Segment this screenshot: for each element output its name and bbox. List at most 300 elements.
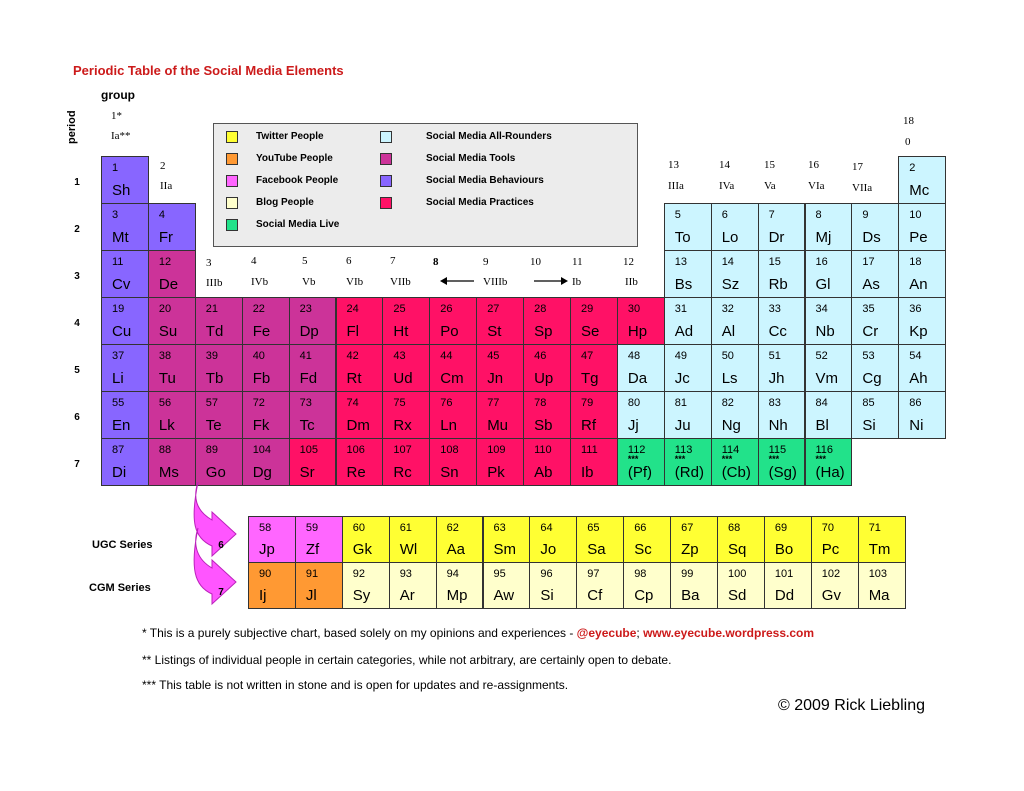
element-symbol: Mu (487, 417, 509, 434)
element-symbol: Ij (259, 587, 267, 604)
element-symbol: Ad (674, 323, 694, 340)
element-cell (758, 344, 806, 392)
legend-label: YouTube People (256, 153, 333, 164)
element-number: 21 (205, 303, 219, 315)
element-number: 73 (299, 397, 312, 409)
element-symbol: Jc (674, 370, 690, 387)
element-symbol: Fb (252, 370, 271, 387)
element-cell (570, 344, 618, 392)
element-cell (342, 516, 390, 563)
period-number: 5 (74, 365, 80, 376)
element-cell (148, 203, 196, 251)
element-cell (851, 391, 899, 439)
element-number: 75 (393, 397, 406, 409)
element-cell (851, 250, 899, 298)
element-cell (623, 562, 671, 609)
element-number: 39 (205, 350, 219, 362)
series-period-number: 7 (218, 587, 224, 598)
element-symbol: Dm (346, 417, 370, 434)
element-symbol: Ju (674, 417, 691, 434)
element-symbol: Zf (305, 541, 320, 558)
element-number: 69 (774, 522, 788, 534)
element-cell (342, 562, 390, 609)
group-header: 11 (572, 256, 583, 268)
period-number: 6 (74, 412, 80, 423)
element-cell (148, 391, 196, 439)
group-header: 8 (433, 256, 439, 268)
group-viii-arrow (438, 274, 570, 288)
element-symbol: Mj (815, 229, 832, 246)
element-cell (382, 297, 430, 345)
element-symbol: Sy (352, 587, 371, 604)
element-number: 45 (487, 350, 500, 362)
element-cell (101, 297, 149, 345)
element-symbol: Hp (627, 323, 648, 340)
element-number: 71 (868, 522, 881, 534)
element-cell (483, 516, 531, 563)
element-cell (717, 562, 765, 609)
element-number: 11 (112, 256, 124, 268)
element-symbol: Dr (768, 229, 785, 246)
element-cell (664, 203, 712, 251)
legend-swatch (226, 153, 238, 165)
element-symbol: Mp (446, 587, 468, 604)
element-number: 86 (909, 397, 922, 409)
element-symbol: Ib (581, 464, 594, 481)
element-number: 62 (446, 522, 459, 534)
element-number: 85 (862, 397, 875, 409)
element-symbol: Bl (815, 417, 829, 434)
element-number: 24 (346, 303, 359, 315)
element-cell (242, 344, 290, 392)
element-number: 93 (399, 568, 412, 580)
element-number: 14 (721, 256, 734, 268)
group-header: Vb (302, 276, 316, 288)
element-number: 43 (393, 350, 406, 362)
element-number: 48 (627, 350, 641, 362)
group-header: 1* (111, 110, 122, 122)
element-number: 111 (581, 444, 598, 456)
element-cell (429, 344, 477, 392)
group-header: IVa (719, 180, 735, 192)
element-cell (101, 250, 149, 298)
element-number: 56 (158, 397, 172, 409)
element-number: 64 (540, 522, 553, 534)
element-cell (429, 391, 477, 439)
element-number: 55 (112, 397, 125, 409)
element-number: 112 (627, 444, 646, 456)
element-cell (148, 344, 196, 392)
element-symbol: Di (112, 464, 127, 481)
element-cell (476, 391, 524, 439)
element-symbol: To (674, 229, 691, 246)
element-cell (476, 297, 524, 345)
element-symbol: Vm (815, 370, 838, 387)
element-number: 42 (346, 350, 359, 362)
element-symbol: Cf (587, 587, 603, 604)
group-header: Ib (572, 276, 582, 288)
element-symbol: Al (721, 323, 736, 340)
element-number: 82 (721, 397, 734, 409)
element-cell (148, 250, 196, 298)
group-header: VIIb (390, 276, 411, 288)
element-symbol: Ab (534, 464, 553, 481)
element-number: 90 (259, 568, 272, 580)
element-number: 94 (446, 568, 459, 580)
element-cell (811, 562, 859, 609)
element-number: 89 (205, 444, 219, 456)
element-number: 74 (346, 397, 359, 409)
element-number: 99 (681, 568, 694, 580)
element-symbol: Jn (487, 370, 504, 387)
element-symbol: Cp (634, 587, 654, 604)
element-number: 9 (862, 209, 869, 221)
element-number: 32 (721, 303, 734, 315)
element-number: 30 (627, 303, 641, 315)
group-axis-label: group (101, 88, 135, 102)
element-number: 29 (581, 303, 594, 315)
element-cell (195, 438, 243, 486)
element-symbol: Go (205, 464, 226, 481)
element-number: 52 (815, 350, 828, 362)
element-symbol: Sz (721, 276, 740, 293)
element-symbol: Si (862, 417, 876, 434)
group-header: IIb (625, 276, 638, 288)
element-number: 114 (721, 444, 740, 456)
element-number: 77 (487, 397, 500, 409)
element-cell (101, 438, 149, 486)
group-header: 15 (764, 159, 775, 171)
element-symbol: Cv (112, 276, 131, 293)
element-symbol: Jl (305, 587, 317, 604)
element-number: 97 (587, 568, 600, 580)
footnote-1-text: * This is a purely subjective chart, based solely on my opinions and experiences - (142, 626, 577, 640)
element-number: 46 (534, 350, 547, 362)
element-cell (295, 562, 343, 609)
element-number: 61 (399, 522, 412, 534)
element-cell (195, 391, 243, 439)
element-cell (576, 516, 624, 563)
group-header: 16 (808, 159, 819, 171)
element-number: 65 (587, 522, 600, 534)
element-symbol: Mc (909, 182, 930, 199)
element-number: 80 (627, 397, 641, 409)
element-symbol: Rc (393, 464, 412, 481)
legend-label: Social Media All-Rounders (426, 131, 552, 142)
element-number: 116 (815, 444, 834, 456)
element-symbol: St (487, 323, 502, 340)
element-symbol: Tc (299, 417, 315, 434)
element-cell (851, 203, 899, 251)
element-cell (805, 203, 853, 251)
element-number: 15 (768, 256, 781, 268)
element-cell (858, 562, 906, 609)
element-number: 84 (815, 397, 828, 409)
element-number: 57 (205, 397, 219, 409)
element-number: 10 (909, 209, 922, 221)
group-header: IVb (251, 276, 269, 288)
element-cell (436, 516, 484, 563)
element-cell (195, 344, 243, 392)
element-cell (898, 250, 946, 298)
element-number: 44 (440, 350, 453, 362)
element-cell (523, 391, 571, 439)
group-header: IIIb (206, 277, 223, 289)
element-number: 88 (158, 444, 172, 456)
element-cell (764, 516, 812, 563)
element-cell (664, 250, 712, 298)
element-symbol: Pk (487, 464, 505, 481)
element-note-marker: *** (815, 454, 827, 464)
element-symbol: Bo (774, 541, 794, 558)
element-cell (764, 562, 812, 609)
element-cell (898, 297, 946, 345)
legend-swatch (226, 219, 238, 231)
element-cell (664, 391, 712, 439)
element-number: 70 (821, 522, 835, 534)
element-number: 53 (862, 350, 875, 362)
group-header: VIIa (852, 182, 873, 194)
element-symbol: Gv (821, 587, 841, 604)
element-number: 23 (299, 303, 312, 315)
element-number: 40 (252, 350, 265, 362)
element-cell (898, 203, 946, 251)
element-symbol: Ln (440, 417, 457, 434)
element-cell (523, 438, 571, 486)
element-cell (711, 203, 759, 251)
element-cell (898, 391, 946, 439)
element-cell (382, 344, 430, 392)
element-cell (617, 391, 665, 439)
element-symbol: Sr (299, 464, 315, 481)
legend-label: Social Media Practices (426, 197, 534, 208)
element-symbol: Ud (393, 370, 413, 387)
group-header: VIIIb (483, 276, 508, 288)
legend-swatch (380, 153, 392, 165)
element-cell (805, 391, 853, 439)
element-note-marker: *** (627, 454, 639, 464)
page-title: Periodic Table of the Social Media Elements (73, 63, 344, 78)
period-number: 7 (74, 459, 80, 470)
group-header: 14 (719, 159, 730, 171)
period-number: 3 (74, 271, 80, 282)
footnote-3: *** This table is not written in stone and is open for updates and re-assignments. (142, 678, 569, 692)
element-symbol: Sp (534, 323, 553, 340)
element-symbol: Aa (446, 541, 465, 558)
element-symbol: Sd (728, 587, 747, 604)
element-symbol: Gl (815, 276, 831, 293)
element-symbol: Ht (393, 323, 409, 340)
element-number: 37 (112, 350, 125, 362)
group-header: Va (764, 180, 776, 192)
element-number: 22 (252, 303, 265, 315)
element-symbol: Ds (862, 229, 881, 246)
element-cell (617, 438, 665, 486)
legend-label: Facebook People (256, 175, 339, 186)
element-symbol: (Pf) (627, 464, 653, 481)
element-cell (617, 297, 665, 345)
element-cell (523, 297, 571, 345)
element-number: 27 (487, 303, 500, 315)
element-number: 101 (774, 568, 794, 580)
element-symbol: De (158, 276, 179, 293)
footnote-url-link[interactable]: www.eyecube.wordpress.com (643, 626, 815, 640)
element-number: 79 (581, 397, 594, 409)
element-symbol: Gk (352, 541, 372, 558)
element-cell (851, 297, 899, 345)
group-header: IIa (160, 180, 173, 192)
element-number: 98 (634, 568, 647, 580)
element-symbol: Zp (681, 541, 699, 558)
element-number: 8 (815, 209, 822, 221)
legend-label: Twitter People (256, 131, 324, 142)
element-number: 110 (534, 444, 552, 456)
element-cell (289, 297, 337, 345)
copyright: © 2009 Rick Liebling (778, 697, 925, 714)
element-symbol: Cu (112, 323, 132, 340)
element-cell (811, 516, 859, 563)
element-number: 2 (909, 162, 916, 174)
element-cell (523, 344, 571, 392)
legend-label: Social Media Behaviours (426, 175, 544, 186)
element-number: 58 (259, 522, 272, 534)
group-header: 4 (251, 255, 257, 267)
element-cell (758, 438, 806, 486)
footnote-separator: ; (636, 626, 644, 640)
element-number: 5 (674, 209, 681, 221)
element-number: 66 (634, 522, 647, 534)
element-cell (529, 562, 577, 609)
element-cell (336, 297, 384, 345)
element-number: 100 (728, 568, 747, 580)
group-header: VIa (808, 180, 825, 192)
element-number: 4 (158, 209, 166, 221)
legend-label: Blog People (256, 197, 314, 208)
element-symbol: Jp (259, 541, 275, 558)
element-cell (570, 391, 618, 439)
element-number: 34 (815, 303, 828, 315)
element-symbol: Tg (581, 370, 599, 387)
element-cell (483, 562, 531, 609)
element-symbol: An (909, 276, 928, 293)
element-number: 109 (487, 444, 506, 456)
element-number: 91 (305, 568, 319, 580)
element-number: 103 (868, 568, 888, 580)
element-symbol: Sh (112, 182, 131, 199)
element-symbol: Tu (158, 370, 176, 387)
element-note-marker: *** (674, 454, 686, 464)
element-symbol: Ar (399, 587, 415, 604)
element-symbol: Ah (909, 370, 928, 387)
element-symbol: Ng (721, 417, 741, 434)
cgm-series-label: CGM Series (89, 582, 151, 594)
element-number: 83 (768, 397, 781, 409)
element-number: 50 (721, 350, 734, 362)
footnote-2: ** Listings of individual people in certain categories, while not arbitrary, are certainly open to debate. (142, 653, 672, 667)
group-header: 18 (903, 115, 914, 127)
element-cell (429, 297, 477, 345)
element-symbol: Rx (393, 417, 412, 434)
element-number: 7 (768, 209, 775, 221)
period-axis-label: period (66, 110, 78, 144)
element-cell (805, 344, 853, 392)
element-symbol: Sb (534, 417, 553, 434)
element-number: 92 (352, 568, 366, 580)
element-cell (336, 344, 384, 392)
element-symbol: Fe (252, 323, 271, 340)
element-number: 95 (493, 568, 506, 580)
group-header: 3 (206, 257, 212, 269)
series-period-number: 6 (218, 540, 224, 551)
element-cell (101, 203, 149, 251)
element-cell (529, 516, 577, 563)
element-cell (248, 562, 296, 609)
element-note-marker: *** (721, 454, 733, 464)
element-symbol: Bs (674, 276, 693, 293)
element-cell (476, 344, 524, 392)
element-symbol: Sq (728, 541, 747, 558)
element-cell (711, 250, 759, 298)
element-cell (664, 297, 712, 345)
element-cell (389, 516, 437, 563)
element-cell (242, 391, 290, 439)
element-cell (429, 438, 477, 486)
element-symbol: As (862, 276, 880, 293)
element-symbol: Ms (158, 464, 179, 481)
element-cell (289, 344, 337, 392)
group-header: VIb (346, 276, 364, 288)
element-cell (711, 297, 759, 345)
element-symbol: En (112, 417, 131, 434)
element-symbol: Ba (681, 587, 700, 604)
element-number: 49 (674, 350, 688, 362)
element-number: 78 (534, 397, 547, 409)
element-symbol: Po (440, 323, 459, 340)
element-number: 25 (393, 303, 406, 315)
element-number: 41 (299, 350, 312, 362)
element-cell (711, 391, 759, 439)
group-header: 9 (483, 256, 489, 268)
element-symbol: Td (205, 323, 224, 340)
element-number: 13 (674, 256, 688, 268)
element-number: 115 (768, 444, 787, 456)
element-number: 108 (440, 444, 459, 456)
element-number: 6 (721, 209, 728, 221)
group-header: 0 (905, 136, 911, 148)
element-cell (670, 516, 718, 563)
element-symbol: Jo (540, 541, 557, 558)
element-number: 36 (909, 303, 922, 315)
element-cell (570, 297, 618, 345)
legend-box (213, 123, 638, 247)
element-number: 68 (728, 522, 741, 534)
footnote-handle-link[interactable]: @eyecube (576, 626, 637, 640)
legend-swatch (380, 175, 392, 187)
element-number: 105 (299, 444, 318, 456)
element-symbol: Cr (862, 323, 879, 340)
element-number: 28 (534, 303, 547, 315)
element-symbol: Kp (909, 323, 928, 340)
element-number: 12 (158, 256, 172, 268)
element-number: 20 (158, 303, 172, 315)
element-cell (336, 391, 384, 439)
element-cell (711, 344, 759, 392)
period-number: 2 (74, 224, 80, 235)
element-number: 59 (305, 522, 319, 534)
element-cell (436, 562, 484, 609)
element-symbol: (Sg) (768, 464, 797, 481)
element-cell (711, 438, 759, 486)
